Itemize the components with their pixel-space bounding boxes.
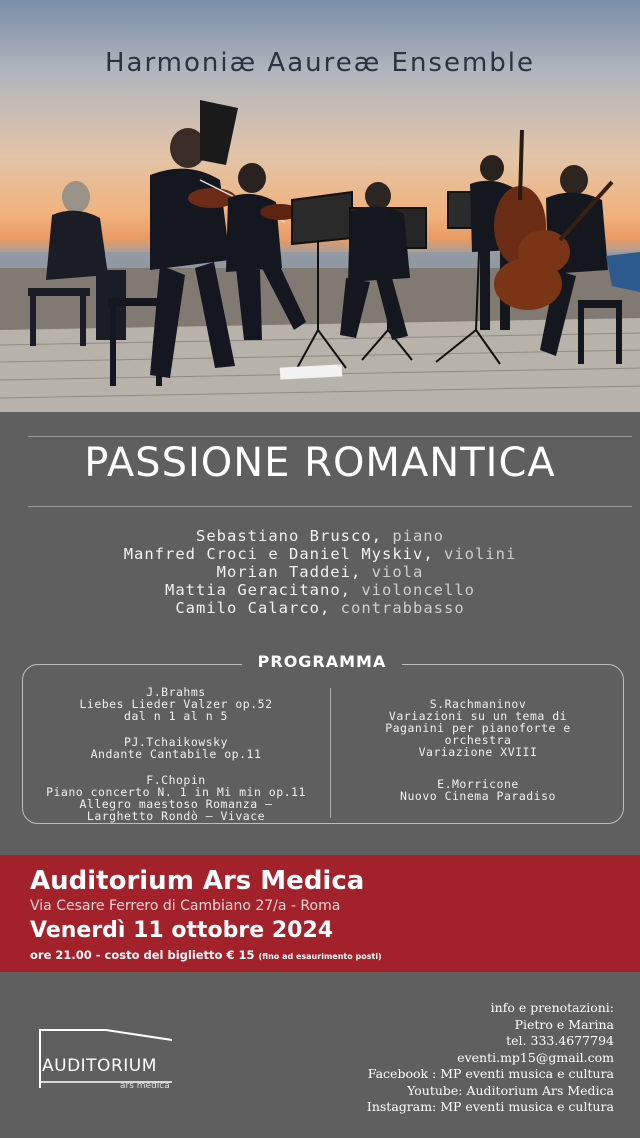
concert-title: PASSIONE ROMANTICA [84, 440, 556, 486]
piece-line: Andante Cantabile op.11 [90, 747, 262, 761]
title-rule-top [28, 436, 632, 437]
program-piece [334, 778, 622, 802]
piece-line: Variazione XVIII [418, 745, 538, 759]
piece-line: Larghetto Rondò – Vivace [86, 809, 266, 823]
piece-line: orchestra [444, 733, 512, 747]
programma-divider [330, 688, 331, 818]
performer-line: Manfred Croci e Daniel Myskiv, violini [123, 545, 517, 563]
ensemble-name: Harmoniæ Aaureæ Ensemble [104, 48, 536, 78]
composer: PJ.Tchaikowsky [124, 735, 228, 749]
performer-line: Sebastiano Brusco, piano [196, 527, 444, 545]
performer-line: Camilo Calarco, contrabbasso [175, 599, 465, 617]
performer-role: piano [392, 527, 444, 545]
performer-role: violini [443, 545, 517, 563]
info-facebook: Facebook : MP eventi musica e cultura [367, 1066, 614, 1081]
availability-note: (fino ad esaurimento posti) [258, 952, 382, 961]
performer-line: Morian Taddei, viola [216, 563, 424, 581]
composer: E.Morricone [437, 777, 519, 791]
program-piece [24, 736, 328, 760]
program-piece [24, 774, 328, 822]
info-instagram: Instagram: MP eventi musica e cultura [366, 1099, 614, 1114]
performer-name: Sebastiano Brusco [196, 527, 372, 545]
programma-heading: PROGRAMMA [242, 652, 402, 671]
performer-role: contrabbasso [340, 599, 465, 617]
concert-date: Venerdì 11 ottobre 2024 [30, 918, 334, 943]
composer: J.Brahms [146, 685, 206, 699]
title-rule-bottom [28, 506, 632, 507]
performer-name: Camilo Calarco [175, 599, 320, 617]
program-piece [334, 698, 622, 758]
performers-list [0, 527, 640, 617]
ensemble-photo [0, 0, 640, 412]
performer-role: viola [371, 563, 424, 581]
composer: F.Chopin [146, 773, 206, 787]
concert-time-cost [30, 948, 382, 962]
time-cost-text: ore 21.00 - costo del biglietto € 15 [30, 948, 255, 962]
piece-line: Liebes Lieder Valzer op.52 [79, 697, 273, 711]
programma-left-column [24, 686, 328, 836]
contact-info [367, 1000, 614, 1116]
logo-subtitle: ars medica [120, 1081, 170, 1091]
piece-line: Paganini per pianoforte e [385, 721, 571, 735]
performer-line: Mattia Geracitano, violoncello [165, 581, 475, 599]
composer: S.Rachmaninov [429, 697, 527, 711]
piece-line: Nuovo Cinema Paradiso [400, 789, 556, 803]
info-youtube: Youtube: Auditorium Ars Medica [407, 1082, 614, 1098]
venue-address: Via Cesare Ferrero di Cambiano 27/a - Roma [30, 898, 341, 914]
info-heading: info e prenotazioni: [490, 1000, 614, 1015]
performer-name: Morian Taddei [216, 563, 351, 581]
info-email: eventi.mp15@gmail.com [457, 1049, 614, 1065]
performer-name: Mattia Geracitano [165, 581, 341, 599]
piece-line: Allegro maestoso Romanza – [79, 797, 273, 811]
piece-line: Piano concerto N. 1 in Mi min op.11 [46, 785, 306, 799]
info-contact: Pietro e Marina [514, 1016, 614, 1032]
piece-line: dal n 1 al n 5 [124, 709, 228, 723]
venue-name: Auditorium Ars Medica [30, 866, 365, 896]
program-piece [24, 686, 328, 722]
performer-name: Manfred Croci e Daniel Myskiv [123, 545, 424, 563]
performer-role: violoncello [361, 581, 475, 599]
info-tel: tel. 333.4677794 [506, 1033, 614, 1048]
piece-line: Variazioni su un tema di [388, 709, 568, 723]
logo-wordmark: AUDITORIUM [42, 1056, 157, 1076]
programma-right-column [334, 698, 622, 816]
